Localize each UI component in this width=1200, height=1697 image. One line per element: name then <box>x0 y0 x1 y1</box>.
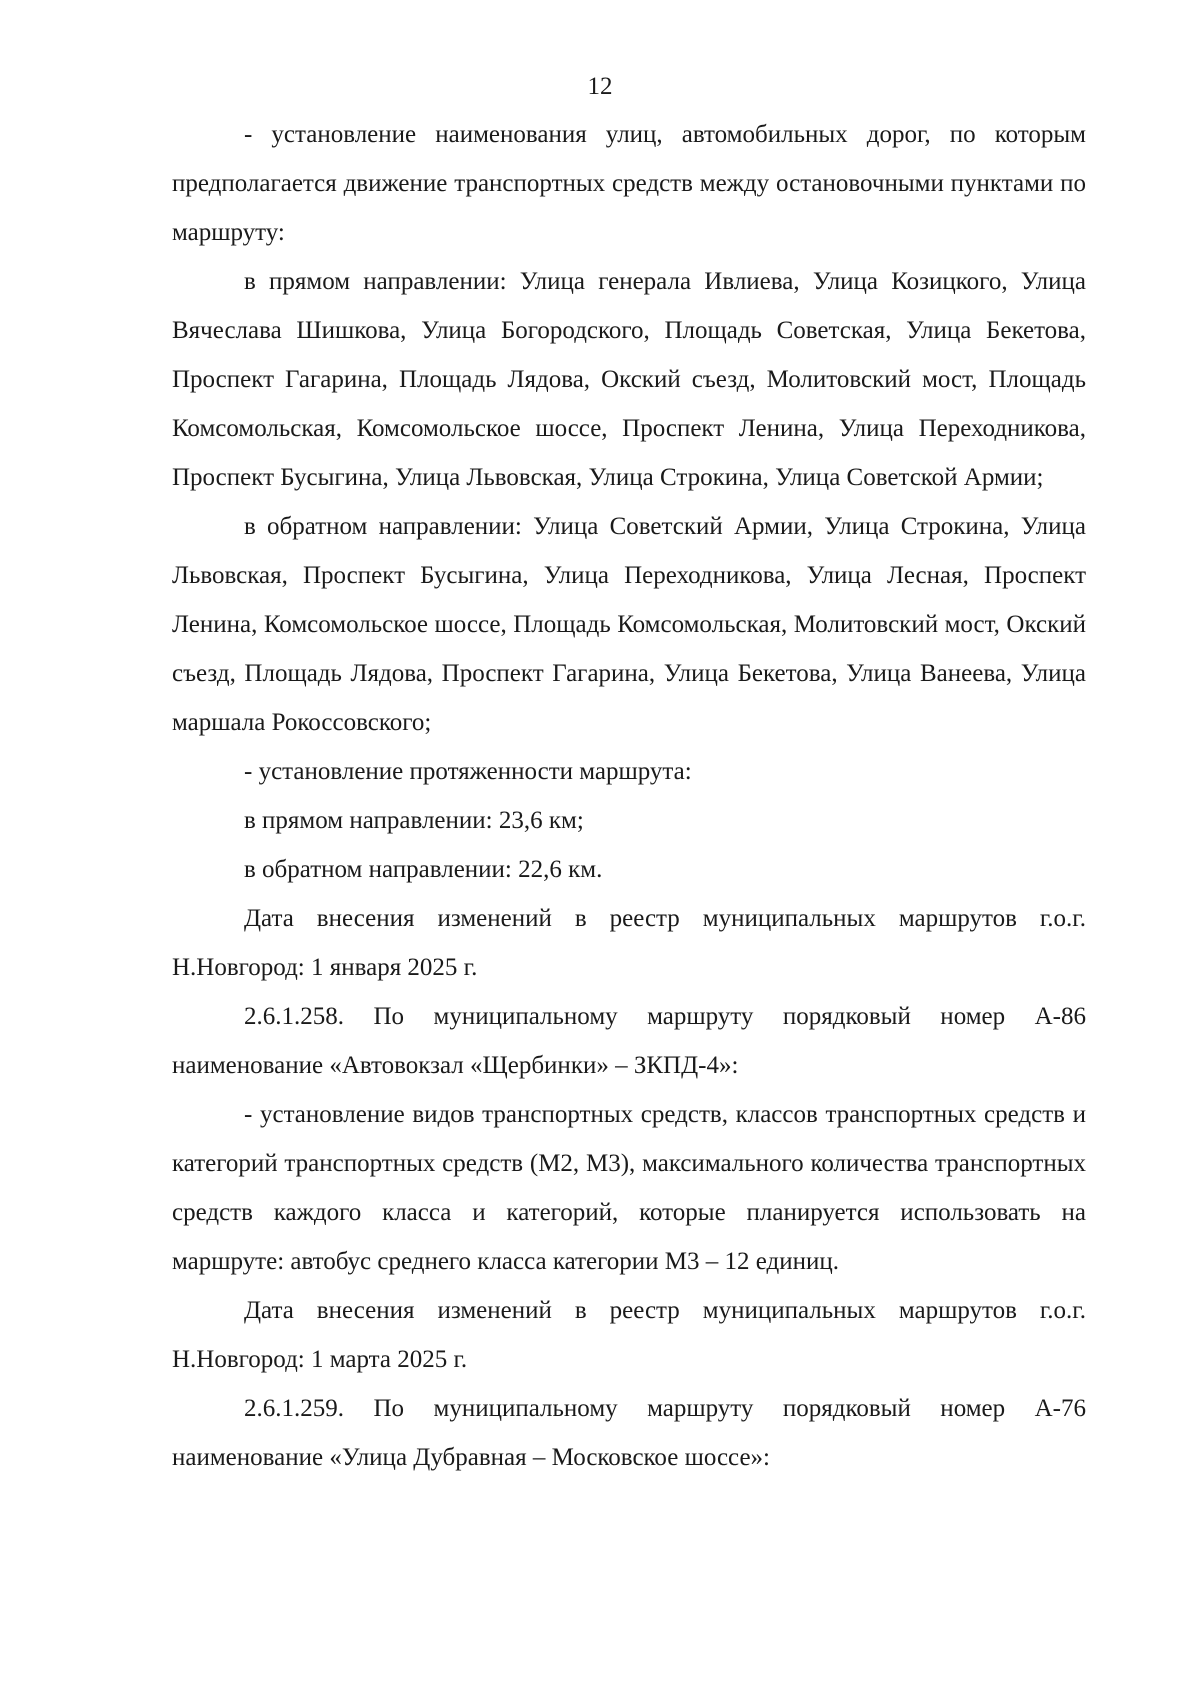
page-number: 12 <box>587 73 613 100</box>
paragraph-reverse-length: в обратном направлении: 22,6 км. <box>244 856 603 883</box>
paragraph-reverse-direction-streets: в обратном направлении: Улица Советский Армии, Улица Строкина, Улица Львовская, Проспект Бусыгина, Улица Переходникова, Улица Лесная, Проспект Ленина, Комсомольское шоссе, Площадь Комсомольская, Молитовский мост, Окский съезд, Площадь Лядова, Проспект Гагарина, Улица Бекетова, Улица Ванеева, Улица маршала Рокоссовского; <box>172 513 1086 736</box>
document-body <box>172 110 1086 1482</box>
paragraph-registry-date-march: Дата внесения изменений в реестр муниципальных маршрутов г.о.г. Н.Новгород: 1 марта 2025 г. <box>172 1297 1086 1373</box>
paragraph-registry-date-january: Дата внесения изменений в реестр муниципальных маршрутов г.о.г. Н.Новгород: 1 января 2025 г. <box>172 905 1086 981</box>
paragraph-route-length-intro: - установление протяженности маршрута: <box>244 758 692 785</box>
paragraph-forward-length: в прямом направлении: 23,6 км; <box>244 807 584 834</box>
paragraph-route-a86-heading: 2.6.1.258. По муниципальному маршруту порядковый номер А-86 наименование «Автовокзал «Щербинки» – ЗКПД-4»: <box>172 1003 1086 1079</box>
paragraph-street-names-intro: - установление наименования улиц, автомобильных дорог, по которым предполагается движение транспортных средств между остановочными пунктами по маршруту: <box>172 121 1086 246</box>
paragraph-route-a76-heading: 2.6.1.259. По муниципальному маршруту порядковый номер А-76 наименование «Улица Дубравная – Московское шоссе»: <box>172 1395 1086 1471</box>
paragraph-vehicle-types: - установление видов транспортных средств, классов транспортных средств и категорий транспортных средств (М2, М3), максимального количества транспортных средств каждого класса и категорий, которые планируется использовать на маршруте: автобус среднего класса категории М3 – 12 единиц. <box>172 1101 1086 1275</box>
paragraph-forward-direction-streets: в прямом направлении: Улица генерала Ивлиева, Улица Козицкого, Улица Вячеслава Шишкова, Улица Богородского, Площадь Советская, Улица Бекетова, Проспект Гагарина, Площадь Лядова, Окский съезд, Молитовский мост, Площадь Комсомольская, Комсомольское шоссе, Проспект Ленина, Улица Переходникова, Проспект Бусыгина, Улица Львовская, Улица Строкина, Улица Советской Армии; <box>172 268 1086 491</box>
